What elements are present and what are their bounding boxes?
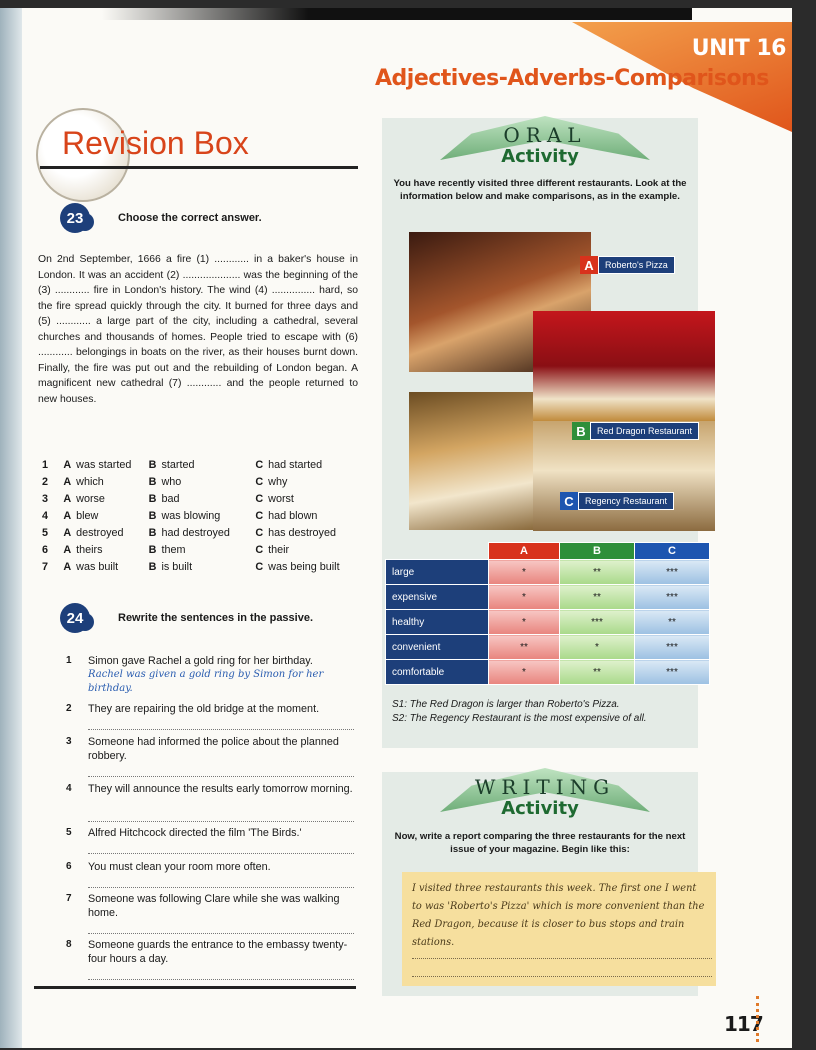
option-number: 1 bbox=[42, 458, 49, 471]
oral-banner-text: ORAL bbox=[503, 123, 587, 147]
rating-cell-b: ** bbox=[560, 560, 635, 585]
option-a[interactable]: A was started bbox=[63, 458, 132, 471]
report-writing-line[interactable] bbox=[412, 958, 712, 959]
option-row bbox=[42, 524, 362, 541]
sentence-item: 4 They will announce the results early tomorrow morning. bbox=[88, 782, 358, 796]
option-b[interactable]: B who bbox=[148, 475, 182, 488]
sentence-text: You must clean your room more often. bbox=[88, 861, 271, 873]
ratings-row bbox=[386, 660, 710, 685]
option-c[interactable]: C had started bbox=[255, 458, 323, 471]
unit-label: UNIT 16 bbox=[691, 36, 786, 61]
activity-heading: Activity bbox=[501, 146, 579, 167]
page-binding bbox=[0, 8, 22, 1048]
option-number: 7 bbox=[42, 560, 49, 573]
sentence-item: 8 Someone guards the entrance to the embassy twenty-four hours a day. bbox=[88, 938, 358, 966]
option-a[interactable]: A theirs bbox=[63, 543, 103, 556]
answer-line[interactable] bbox=[88, 728, 354, 730]
sentence-text: They are repairing the old bridge at the moment. bbox=[88, 703, 320, 715]
divider bbox=[40, 166, 358, 169]
sentence-text: Someone guards the entrance to the embassy twenty-four hours a day. bbox=[88, 939, 348, 965]
rating-cell-b: * bbox=[560, 635, 635, 660]
option-row bbox=[42, 507, 362, 524]
criterion-label: convenient bbox=[386, 635, 489, 660]
option-b[interactable]: B started bbox=[148, 458, 195, 471]
option-a[interactable]: A worse bbox=[63, 492, 105, 505]
example-sentence: S1: The Red Dragon is larger than Roberto's Pizza. bbox=[392, 699, 620, 710]
restaurant-photo-b bbox=[533, 311, 715, 421]
option-number: 2 bbox=[42, 475, 49, 488]
option-a[interactable]: A destroyed bbox=[63, 526, 124, 539]
page-dots-decoration bbox=[756, 996, 762, 1042]
answer-line[interactable] bbox=[88, 852, 354, 854]
rating-cell-a: * bbox=[489, 660, 560, 685]
writing-banner-text: WRITING bbox=[474, 775, 616, 799]
activity-heading: Activity bbox=[501, 798, 579, 819]
sample-answer: Rachel was given a gold ring by Simon for her birthday. bbox=[88, 669, 324, 694]
ratings-row bbox=[386, 560, 710, 585]
option-c[interactable]: C worst bbox=[255, 492, 294, 505]
option-a[interactable]: A blew bbox=[63, 509, 99, 522]
column-header-b: B bbox=[560, 543, 635, 560]
ratings-row bbox=[386, 585, 710, 610]
top-edge-bar bbox=[102, 8, 692, 20]
rating-cell-c: *** bbox=[635, 560, 710, 585]
rating-cell-c: *** bbox=[635, 635, 710, 660]
sentence-text: Simon gave Rachel a gold ring for her birthday. bbox=[88, 655, 313, 667]
option-row bbox=[42, 558, 362, 575]
option-c[interactable]: C was being built bbox=[255, 560, 340, 573]
writing-instruction: Now, write a report comparing the three restaurants for the next issue of your magazine. Begin like this: bbox=[394, 831, 686, 855]
option-row bbox=[42, 473, 362, 490]
option-b[interactable]: B them bbox=[148, 543, 186, 556]
option-c[interactable]: C has destroyed bbox=[255, 526, 336, 539]
option-c[interactable]: C why bbox=[255, 475, 288, 488]
option-row bbox=[42, 541, 362, 558]
example-sentence: S2: The Regency Restaurant is the most expensive of all. bbox=[392, 713, 647, 724]
column-header-a: A bbox=[489, 543, 560, 560]
criterion-label: comfortable bbox=[386, 660, 489, 685]
rating-cell-c: *** bbox=[635, 660, 710, 685]
sentence-item: 1 Simon gave Rachel a gold ring for her birthday. Rachel was given a gold ring by Simon for her birthday. bbox=[88, 654, 358, 696]
answer-line[interactable] bbox=[88, 775, 354, 777]
restaurant-label: C Regency Restaurant bbox=[560, 492, 674, 510]
rating-cell-a: * bbox=[489, 560, 560, 585]
restaurant-photo-c bbox=[409, 392, 533, 530]
oral-instruction: You have recently visited three different restaurants. Look at the information below and make comparisons, as in the example. bbox=[393, 178, 687, 202]
criterion-label: large bbox=[386, 560, 489, 585]
report-starter: I visited three restaurants this week. The first one I went to was 'Roberto's Pizza' which is more convenient than the Red Dragon, because it is closer to bus stops and train stations. bbox=[412, 883, 705, 948]
option-b[interactable]: B is built bbox=[148, 560, 193, 573]
option-a[interactable]: A which bbox=[63, 475, 104, 488]
exercise-number-badge: 24 bbox=[60, 603, 90, 633]
rating-cell-b: *** bbox=[560, 610, 635, 635]
sentence-item: 2 They are repairing the old bridge at the moment. bbox=[88, 702, 358, 716]
rating-cell-a: * bbox=[489, 585, 560, 610]
rating-cell-b: ** bbox=[560, 660, 635, 685]
option-number: 3 bbox=[42, 492, 49, 505]
sentence-item: 5 Alfred Hitchcock directed the film 'The Birds.' bbox=[88, 826, 358, 840]
exercise-paragraph: On 2nd September, 1666 a fire (1) ............ in a baker's house in London. It was an accident (2) .................... was the beginning of the (3) ............ fire in London's history. The wind (4) ............... hard, so the fire spread quickly through the city. It burned for three days and (5) ............ a large part of the city, including a cathedral, several churches and thousands of homes. People tried to escape with (6) ............ belongings in boats on the river, as their houses burnt down. Finally, the fire was put out and the rebuilding of London began. A magnificent new cathedral (7) ............ and the people returned to new houses. bbox=[38, 254, 358, 405]
option-c[interactable]: C had blown bbox=[255, 509, 318, 522]
sentence-text: They will announce the results early tomorrow morning. bbox=[88, 783, 353, 795]
column-header-c: C bbox=[635, 543, 710, 560]
report-writing-line[interactable] bbox=[412, 976, 712, 977]
sentence-item: 3 Someone had informed the police about the planned robbery. bbox=[88, 735, 358, 763]
sentence-item: 7 Someone was following Clare while she was walking home. bbox=[88, 892, 358, 920]
rating-cell-a: * bbox=[489, 610, 560, 635]
sentence-item: 6 You must clean your room more often. bbox=[88, 860, 358, 874]
answer-line[interactable] bbox=[88, 978, 354, 980]
sentence-text: Someone was following Clare while she was walking home. bbox=[88, 893, 340, 919]
ratings-row bbox=[386, 610, 710, 635]
answer-line[interactable] bbox=[88, 932, 354, 934]
sentence-text: Someone had informed the police about the planned robbery. bbox=[88, 736, 339, 762]
divider bbox=[34, 986, 356, 989]
option-a[interactable]: A was built bbox=[63, 560, 119, 573]
option-b[interactable]: B had destroyed bbox=[148, 526, 230, 539]
exercise-instruction: Choose the correct answer. bbox=[118, 212, 262, 224]
option-number: 6 bbox=[42, 543, 49, 556]
answer-line[interactable] bbox=[88, 886, 354, 888]
page-number: 117 bbox=[724, 1012, 763, 1036]
criterion-label: healthy bbox=[386, 610, 489, 635]
rating-cell-a: ** bbox=[489, 635, 560, 660]
criterion-label: expensive bbox=[386, 585, 489, 610]
option-row bbox=[42, 456, 362, 473]
rating-cell-c: ** bbox=[635, 610, 710, 635]
sentence-text: Alfred Hitchcock directed the film 'The Birds.' bbox=[88, 827, 302, 839]
ratings-table bbox=[385, 542, 710, 685]
option-c[interactable]: C their bbox=[255, 543, 290, 556]
exercise-number-badge: 23 bbox=[60, 203, 90, 233]
answer-line[interactable] bbox=[88, 820, 354, 822]
option-b[interactable]: B was blowing bbox=[148, 509, 221, 522]
restaurant-label: B Red Dragon Restaurant bbox=[572, 422, 699, 440]
option-row bbox=[42, 490, 362, 507]
option-number: 5 bbox=[42, 526, 49, 539]
options-list bbox=[42, 456, 362, 575]
rating-cell-c: *** bbox=[635, 585, 710, 610]
option-b[interactable]: B bad bbox=[148, 492, 180, 505]
restaurant-label: A Roberto's Pizza bbox=[580, 256, 675, 274]
ratings-row bbox=[386, 635, 710, 660]
unit-title: Adjectives-Adverbs-Comparisons bbox=[375, 66, 769, 91]
option-number: 4 bbox=[42, 509, 49, 522]
exercise-instruction: Rewrite the sentences in the passive. bbox=[118, 612, 314, 624]
rating-cell-b: ** bbox=[560, 585, 635, 610]
revision-box-title: Revision Box bbox=[62, 125, 249, 161]
